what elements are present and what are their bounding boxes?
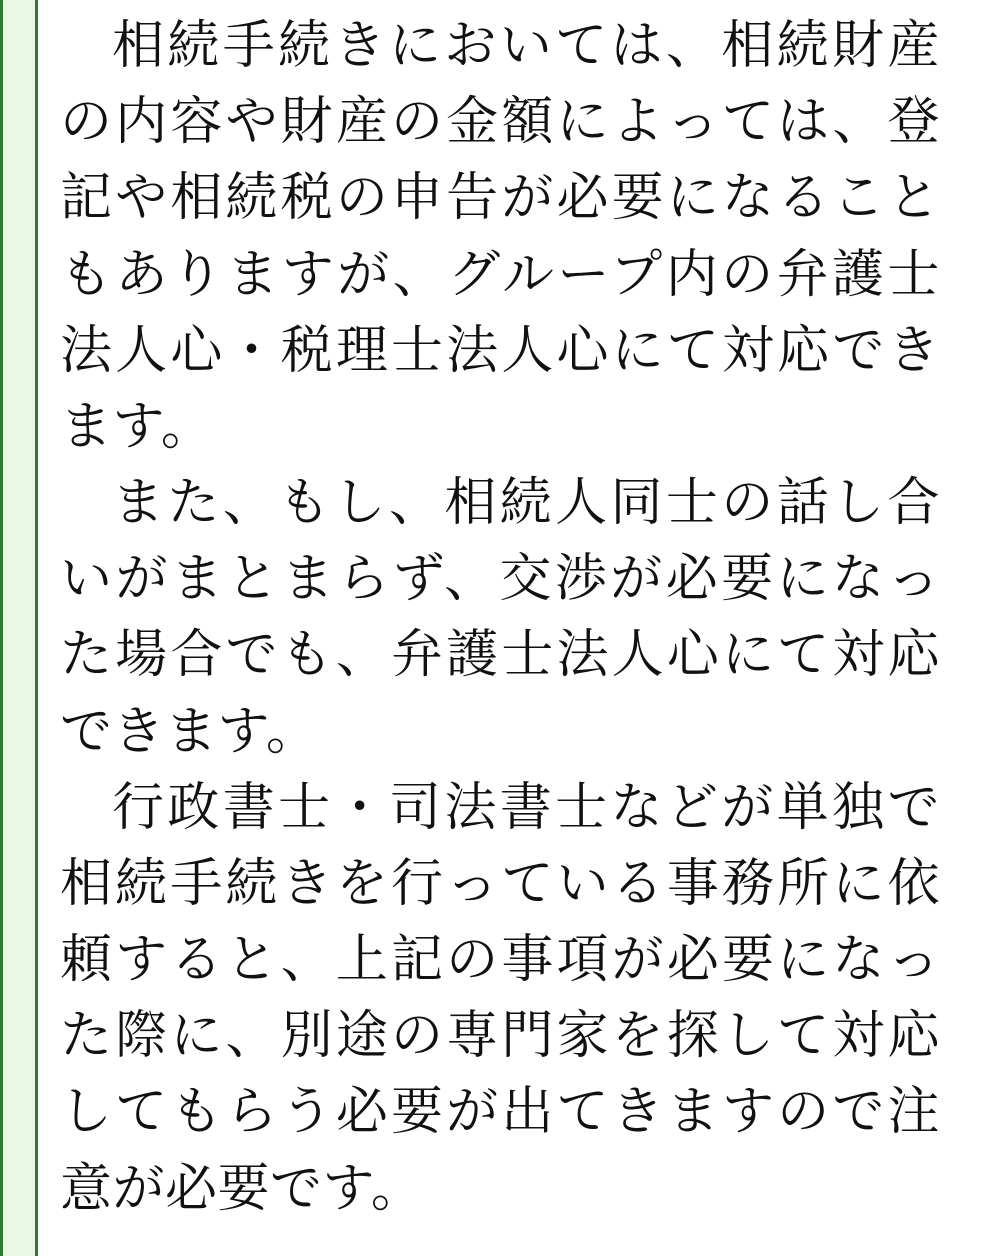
body-text-block: [60, 8, 940, 1227]
paragraph-1: 相続手続きにおいては、相続財産の内容や財産の金額によっては、登記や相続税の申告が必要になることもありますが、グループ内の弁護士法人心・税理士法人心にて対応できます。: [60, 16, 940, 457]
left-outer-rule: [0, 0, 3, 1256]
document-body: [38, 0, 1000, 1256]
left-decorative-band: [0, 0, 38, 1256]
paragraph-2: また、もし、相続人同士の話し合いがまとまらず、交渉が必要になった場合でも、弁護士法人心にて対応できます。: [60, 473, 940, 762]
paragraph-3: 行政書士・司法書士などが単独で相続手続きを行っている事務所に依頼すると、上記の事項が必要になった際に、別途の専門家を探して対応してもらう必要が出てきますので注意が必要です。: [60, 777, 940, 1219]
